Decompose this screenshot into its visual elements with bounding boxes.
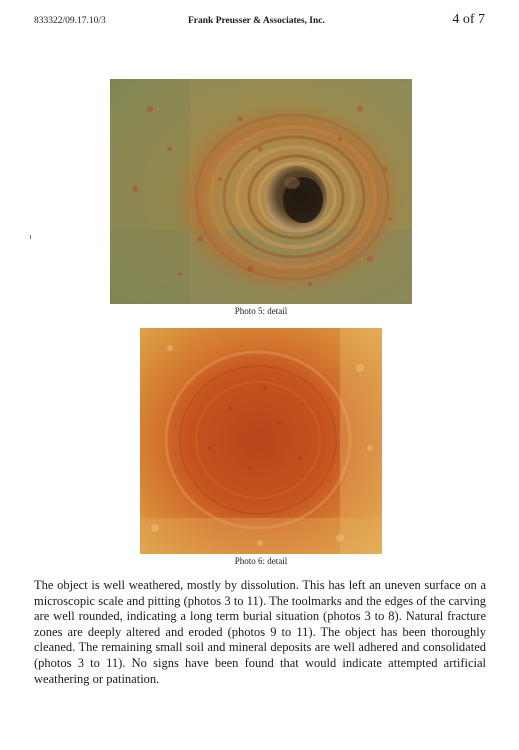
page-indicator: 4 of 7 — [452, 12, 485, 27]
photo-5-caption: Photo 5: detail — [234, 306, 288, 316]
scan-mark — [30, 235, 31, 239]
company-name: Frank Preusser & Associates, Inc. — [188, 16, 325, 26]
photo-5-image — [110, 79, 412, 304]
body-paragraph: The object is well weathered, mostly by dissolution. This has left an uneven surface on a microscopic scale and pitting (photos 3 to 11). The toolmarks and the edges of the carving are well rounded, indicating a long term burial situation (photos 3 to 8). Natural fracture zones are deeply altered and eroded (photos 9 to 11). The object has been thoroughly cleaned. The remaining small soil and mineral deposits are well adhered and consolidated (photos 3 to 11). No signs have been found that would indicate attempted artificial weathering or patination. — [34, 578, 486, 686]
photo-6-image — [140, 328, 382, 554]
photo-6-caption: Photo 6: detail — [234, 556, 288, 566]
document-id: 833322/09.17.10/3 — [34, 16, 106, 26]
